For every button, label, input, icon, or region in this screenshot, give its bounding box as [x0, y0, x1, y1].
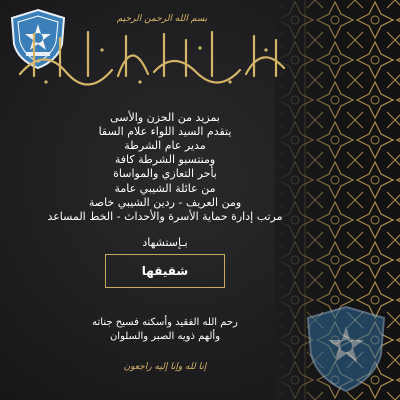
announcement-line: بمزيد من الحزن والأسى — [110, 111, 220, 124]
prayer-block — [0, 316, 330, 344]
calligraphy-verse — [14, 26, 292, 86]
family-line: ومن العريف - ردين الشيبي خاصة — [88, 196, 242, 209]
announcement-line: يتقدم السيد اللواء علام السقا — [98, 125, 232, 138]
framed-word: شقيقها — [141, 264, 189, 278]
family-line: من عائلة الشيبي عامة — [114, 182, 216, 195]
framed-word-box — [105, 254, 225, 288]
police-watermark-icon — [304, 304, 388, 394]
announcement-line: بأحر التعازي والمواساة — [113, 167, 217, 180]
announcement-line: ومنتسبو الشرطة كافة — [114, 153, 216, 166]
basmala-text: بسم الله الرحمن الرحيم — [116, 14, 208, 24]
announcement-block — [0, 111, 330, 181]
occasion-label: بـإستشهاد — [142, 236, 188, 249]
family-block — [0, 182, 330, 224]
announcement-line: مدير عام الشرطة — [124, 139, 206, 152]
prayer-line: رحم الله الفقيد وأسكنه فسيح جناته — [92, 317, 238, 328]
family-line: مرتب إدارة حماية الأسرة والأحداث - الخط المساعد — [47, 210, 283, 223]
closing-phrase: إنا لله وإنا إليه راجعون — [123, 362, 207, 372]
prayer-line: وألهم ذويه الصبر والسلوان — [109, 331, 221, 342]
